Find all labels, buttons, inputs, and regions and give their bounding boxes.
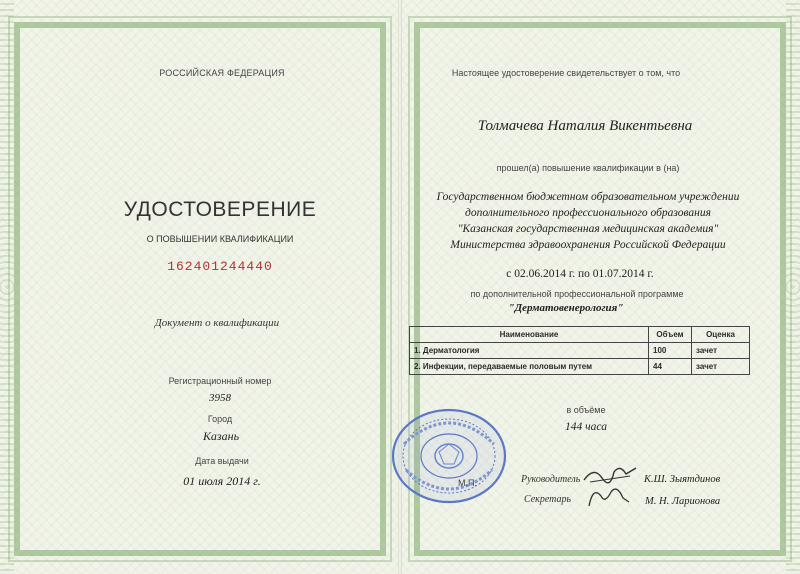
table-row xyxy=(410,343,750,359)
subject-hours: 100 xyxy=(649,343,692,359)
certification-intro: Настоящее удостоверение свидетельствует о том, что xyxy=(451,68,681,78)
program-name: "Дерматовенерология" xyxy=(508,302,624,314)
institution-line: Министерства здравоохранения Российской Федерации xyxy=(450,239,726,251)
issue-date-label: Дата выдачи xyxy=(195,456,249,466)
volume-label: в объёме xyxy=(566,405,606,415)
institution-line: Государственном бюджетном образовательном учреждении xyxy=(436,191,740,203)
decorative-border xyxy=(786,0,800,574)
country-label: РОССИЙСКАЯ ФЕДЕРАЦИЯ xyxy=(159,68,285,78)
subject-name: 2. Инфекции, передаваемые половым путем xyxy=(410,359,649,375)
passed-training-text: прошел(а) повышение квалификации в (на) xyxy=(496,163,680,173)
serial-number: 162401244440 xyxy=(167,259,273,274)
table-row xyxy=(410,359,750,375)
secretary-name: М. Н. Ларионова xyxy=(645,496,721,507)
subject-hours: 44 xyxy=(649,359,692,375)
column-header: Объем xyxy=(649,327,692,343)
registration-label: Регистрационный номер xyxy=(168,376,272,386)
stamp-mark: М.П. xyxy=(458,478,477,488)
city-value: Казань xyxy=(202,429,240,443)
registration-number: 3958 xyxy=(209,392,231,404)
subjects-table xyxy=(409,326,750,375)
volume-value: 144 часа xyxy=(565,421,607,433)
subject-grade: зачет xyxy=(692,359,750,375)
column-header: Оценка xyxy=(692,327,750,343)
program-label: по дополнительной профессиональной программе xyxy=(470,289,684,299)
city-label: Город xyxy=(207,414,233,424)
official-seal-icon xyxy=(390,408,508,504)
institution-line: "Казанская государственная медицинская академия" xyxy=(457,223,719,235)
subject-name: 1. Дерматология xyxy=(410,343,649,359)
document-title: УДОСТОВЕРЕНИЕ xyxy=(123,198,317,221)
institution-line: дополнительного профессионального образования xyxy=(465,207,711,219)
secretary-signature-icon xyxy=(583,482,633,512)
head-label: Руководитель xyxy=(521,474,581,485)
head-name: К.Ш. Зыятдинов xyxy=(644,474,721,485)
document-subtitle: О ПОВЫШЕНИИ КВАЛИФИКАЦИИ xyxy=(146,234,294,244)
decorative-border xyxy=(0,0,14,574)
training-period: с 02.06.2014 г. по 01.07.2014 г. xyxy=(506,268,654,280)
person-name: Толмачева Наталия Викентьевна xyxy=(477,118,693,134)
issue-date: 01 июля 2014 г. xyxy=(183,474,261,488)
subject-grade: зачет xyxy=(692,343,750,359)
table-header-row xyxy=(410,327,750,343)
document-type: Документ о квалификации xyxy=(154,317,280,329)
column-header: Наименование xyxy=(410,327,649,343)
secretary-label: Секретарь xyxy=(524,494,572,505)
